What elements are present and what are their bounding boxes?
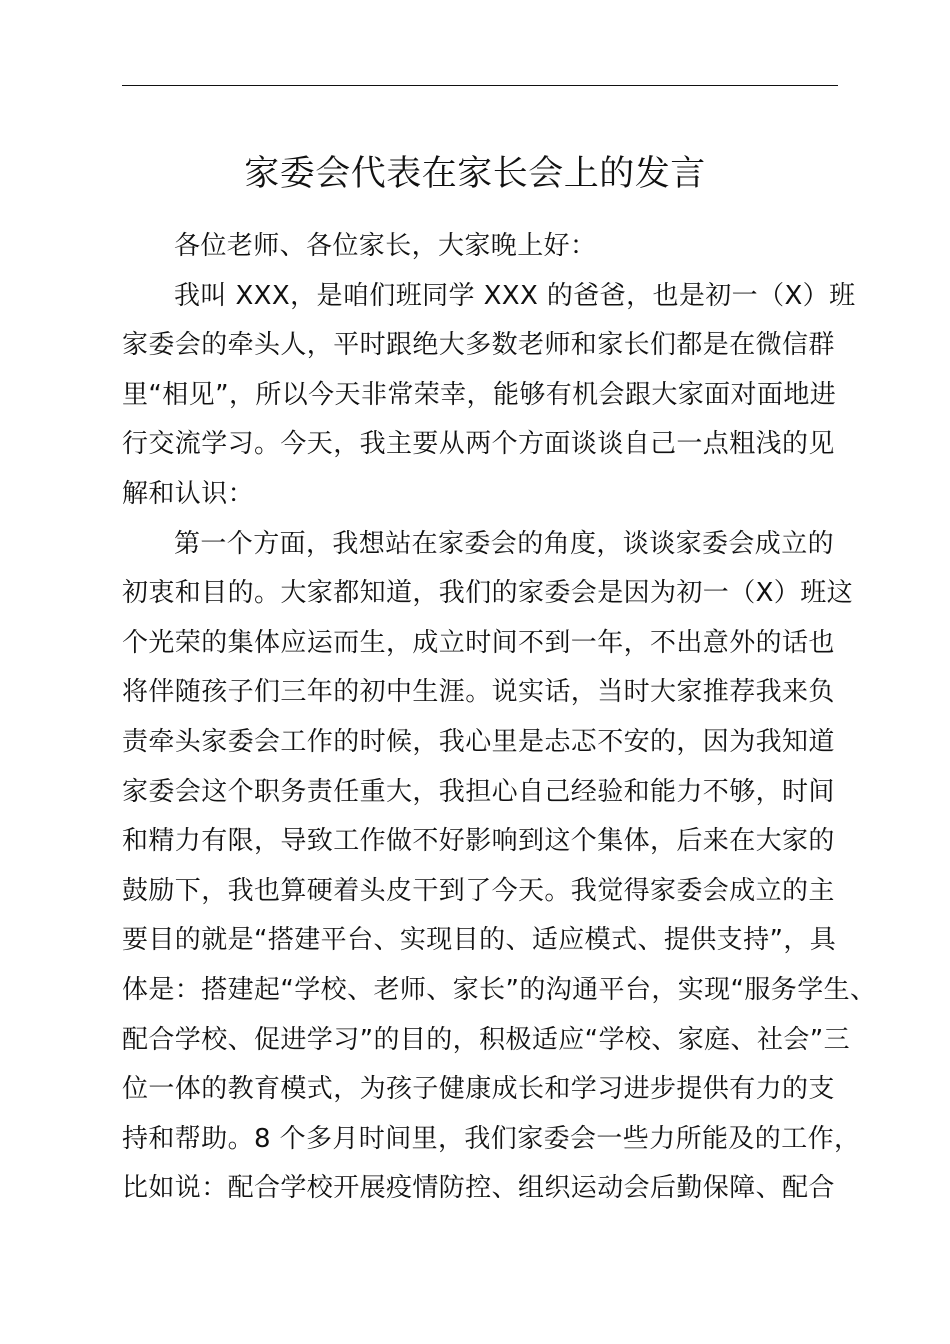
text-line: 里“相见”，所以今天非常荣幸，能够有机会跟大家面对面地进 xyxy=(122,379,837,410)
text-line: 比如说：配合学校开展疫情防控、组织运动会后勤保障、配合 xyxy=(122,1173,835,1204)
text-line: 体是：搭建起“学校、老师、家长”的沟通平台，实现“服务学生、 xyxy=(122,974,877,1005)
section-one-paragraph xyxy=(122,520,877,1214)
text-line: 位一体的教育模式，为孩子健康成长和学习进步提供有力的支 xyxy=(122,1074,835,1105)
intro-paragraph xyxy=(122,272,856,520)
document-body xyxy=(122,222,877,1214)
text-line: 解和认识： xyxy=(122,478,255,509)
greeting-paragraph xyxy=(122,222,838,272)
text-line: 家委会的牵头人，平时跟绝大多数老师和家长们都是在微信群 xyxy=(122,330,835,361)
text-line: 配合学校、促进学习”的目的，积极适应“学校、家庭、社会”三 xyxy=(122,1024,851,1055)
text-line: 要目的就是“搭建平台、实现目的、适应模式、提供支持”，具 xyxy=(122,925,837,956)
text-line: 各位老师、各位家长，大家晚上好： xyxy=(174,231,597,261)
text-line: 责牵头家委会工作的时候，我心里是忐忑不安的，因为我知道 xyxy=(122,726,835,757)
text-line: 第一个方面，我想站在家委会的角度，谈谈家委会成立的 xyxy=(174,528,835,559)
text-line: 持和帮助。8 个多月时间里，我们家委会一些力所能及的工作， xyxy=(122,1123,861,1154)
text-line: 鼓励下，我也算硬着头皮干到了今天。我觉得家委会成立的主 xyxy=(122,875,835,906)
text-line: 家委会这个职务责任重大，我担心自己经验和能力不够，时间 xyxy=(122,776,835,807)
text-line: 行交流学习。今天，我主要从两个方面谈谈自己一点粗浅的见 xyxy=(122,429,835,460)
text-line: 和精力有限，导致工作做不好影响到这个集体，后来在大家的 xyxy=(122,826,835,857)
text-line: 初衷和目的。大家都知道，我们的家委会是因为初一（X）班这 xyxy=(122,578,854,609)
text-line: 我叫 XXX，是咱们班同学 XXX 的爸爸，也是初一（X）班 xyxy=(174,280,856,311)
document-title: 家委会代表在家长会上的发言 xyxy=(244,154,706,194)
text-line: 个光荣的集体应运而生，成立时间不到一年，不出意外的话也 xyxy=(122,627,835,658)
text-line: 将伴随孩子们三年的初中生涯。说实话，当时大家推荐我来负 xyxy=(122,677,835,708)
header-rule xyxy=(122,85,838,86)
